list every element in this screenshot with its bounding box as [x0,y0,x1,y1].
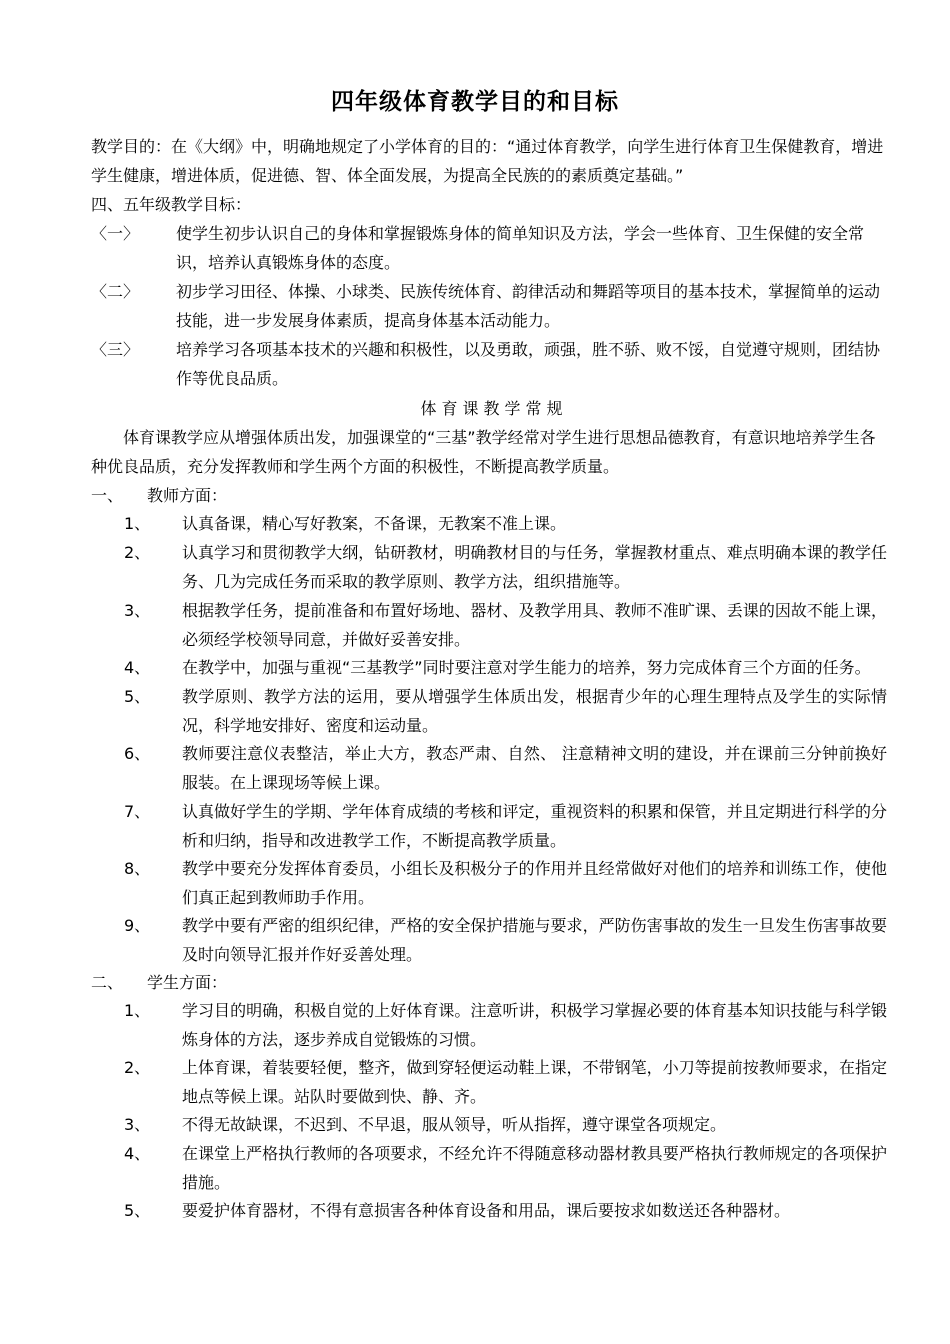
item-number: 3、 [124,1115,151,1134]
item-text: 教学中要充分发挥体育委员，小组长及积极分子的作用并且经常做好对他们的培养和训练工作，使他们真正起到教师助手作用。 [182,859,887,907]
section-title: 学生方面： [147,973,228,992]
section-title: 教师方面： [147,486,228,505]
item-text: 教学原则、教学方法的运用，要从增强学生体质出发，根据青少年的心理生理特点及学生的实际情况，科学地安排好、密度和运动量。 [182,687,887,735]
item-text: 学习目的明确，积极自觉的上好体育课。注意听讲，积极学习掌握必要的体育基本知识技能与科学锻炼身体的方法，逐步养成自觉锻炼的习惯。 [182,1001,887,1049]
routine-intro: 体育课教学应从增强体质出发，加强课堂的“三基”教学经常对学生进行思想品德教育，有意识地培养学生各种优良品质，充分发挥教师和学生两个方面的积极性，不断提高教学质量。 [91,428,876,476]
item-number: 1、 [124,514,151,533]
item-number: 7、 [124,802,151,821]
goal-text: 初步学习田径、体操、小球类、民族传统体育、韵律活动和舞蹈等项目的基本技术，掌握简单的运动技能，进一步发展身体素质，提高身体基本活动能力。 [176,282,881,330]
item-number: 3、 [124,601,151,620]
goal-text: 使学生初步认识自己的身体和掌握锻炼身体的简单知识及方法，学会一些体育、卫生保健的安全常识，培养认真锻炼身体的态度。 [176,224,865,272]
item-number: 1、 [124,1001,151,1020]
goals-heading: 四、五年级教学目标： [91,195,252,214]
item-number: 6、 [124,744,151,763]
item-number: 4、 [124,1144,151,1163]
page-title: 四年级体育教学目的和目标 [331,89,619,115]
section-number: 二、 [91,973,124,992]
item-number: 2、 [124,543,151,562]
item-text: 认真备课，精心写好教案，不备课，无教案不准上课。 [182,514,567,533]
item-number: 9、 [124,916,151,935]
purpose-paragraph: 教学目的：在《大纲》中，明确地规定了小学体育的目的：“通过体育教学，向学生进行体育卫生保健教育，增进学生健康，增进体质，促进德、智、体全面发展，为提高全民族的的素质奠定基础。” [91,137,884,185]
item-text: 不得无故缺课，不迟到、不早退，服从领导，听从指挥，遵守课堂各项规定。 [182,1115,727,1134]
item-text: 根据教学任务，提前准备和布置好场地、器材、及教学用具、教师不准旷课、丢课的因故不能上课，必须经学校领导同意，并做好妥善安排。 [182,601,887,649]
routine-title: 体育课教学常规 [420,399,568,418]
section-number: 一、 [91,486,124,505]
item-text: 要爱护体育器材，不得有意损害各种体育设备和用品，课后要按求如数送还各种器材。 [182,1201,791,1220]
goal-text: 培养学习各项基本技术的兴趣和积极性，以及勇敢，顽强，胜不骄、败不馁，自觉遵守规则，团结协作等优良品质。 [176,340,881,388]
item-number: 5、 [124,687,151,706]
item-text: 上体育课，着装要轻便，整齐，做到穿轻便运动鞋上课，不带钢笔，小刀等提前按教师要求，在指定地点等候上课。站队时要做到快、静、齐。 [182,1058,887,1106]
item-text: 教学中要有严密的组织纪律，严格的安全保护措施与要求，严防伤害事故的发生一旦发生伤害事故要及时向领导汇报并作好妥善处理。 [182,916,887,964]
item-number: 4、 [124,658,151,677]
item-text: 在教学中，加强与重视“三基教学”同时要注意对学生能力的培养，努力完成体育三个方面的任务。 [182,658,871,677]
goal-label: 〈二〉 [91,282,140,301]
item-text: 教师要注意仪表整洁，举止大方，教态严肃、自然、 注意精神文明的建设，并在课前三分钟前换好服装。在上课现场等候上课。 [182,744,887,792]
goal-label: 〈一〉 [91,224,140,243]
item-number: 8、 [124,859,151,878]
item-text: 认真学习和贯彻教学大纲，钻研教材，明确教材目的与任务，掌握教材重点、难点明确本课的教学任务、几为完成任务而采取的教学原则、教学方法，组织措施等。 [182,543,887,591]
item-number: 2、 [124,1058,151,1077]
item-number: 5、 [124,1201,151,1220]
goal-label: 〈三〉 [91,340,140,359]
item-text: 在课堂上严格执行教师的各项要求，不经允许不得随意移动器材教具要严格执行教师规定的各项保护措施。 [182,1144,887,1192]
item-text: 认真做好学生的学期、学年体育成绩的考核和评定，重视资料的积累和保管，并且定期进行科学的分析和归纳，指导和改进教学工作，不断提高教学质量。 [182,802,887,850]
